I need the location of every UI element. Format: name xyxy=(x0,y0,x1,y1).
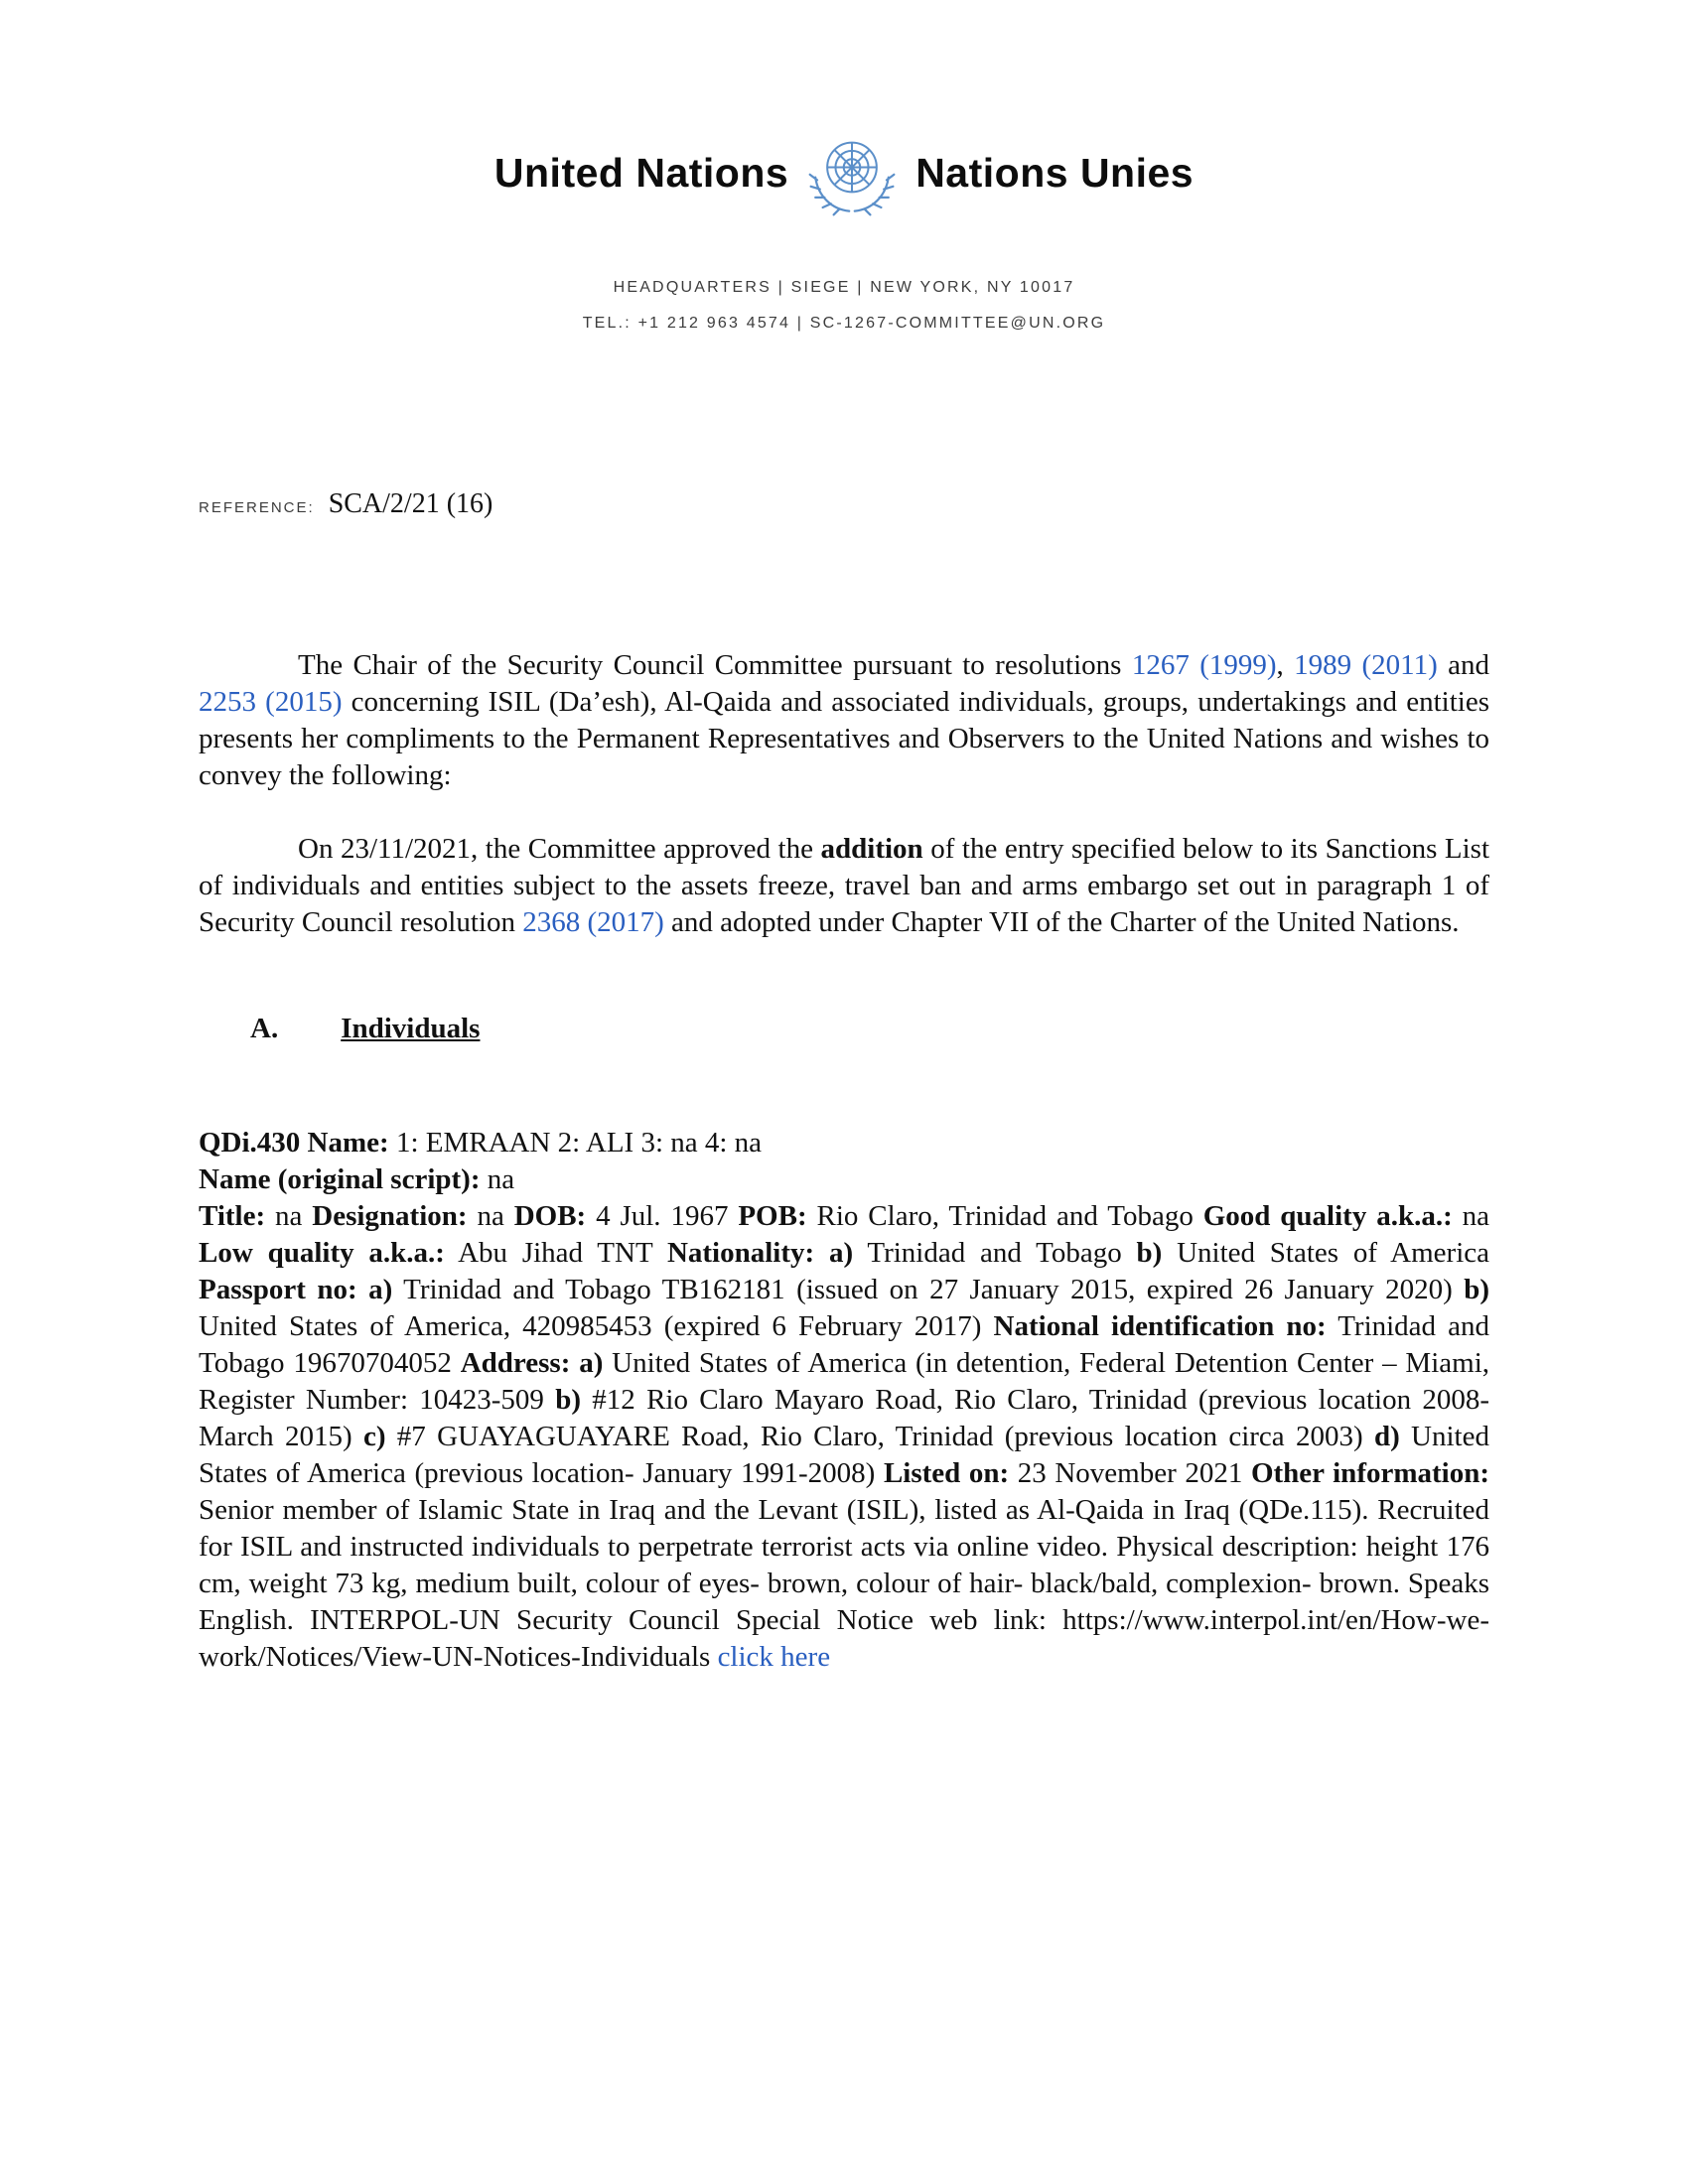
text-segment: #7 GUAYAGUAYARE Road, Rio Claro, Trinidad (previous location circa 2003) xyxy=(385,1421,1374,1452)
text-segment: b) xyxy=(1136,1237,1163,1269)
hyperlink[interactable]: 2253 (2015) xyxy=(199,686,343,718)
un-emblem-icon xyxy=(806,127,898,218)
reference-label: REFERENCE: xyxy=(199,499,315,516)
address-line-1: HEADQUARTERS | SIEGE | NEW YORK, NY 10017 xyxy=(613,279,1075,296)
text-segment: United States of America (in detention, Federal Detention Center – Miami, Register Number: 10423-509 xyxy=(199,1347,1490,1416)
hyperlink[interactable]: click here xyxy=(717,1641,831,1673)
text-segment: concerning ISIL (Da’esh), Al-Qaida and associated individuals, groups, undertakings and entities presents her compliments to the Permanent Representatives and Observers to the United Nations and wishes to convey the following: xyxy=(199,686,1489,791)
text-segment: POB: xyxy=(738,1200,807,1232)
text-segment: na xyxy=(467,1200,514,1232)
text-segment: a) xyxy=(828,1237,854,1269)
address-line-2: TEL.: +1 212 963 4574 | SC-1267-COMMITTEE@UN.ORG xyxy=(582,315,1106,332)
text-segment: Abu Jihad TNT xyxy=(444,1237,667,1269)
reference-line xyxy=(199,488,1688,520)
text-segment: , xyxy=(1276,649,1295,681)
text-segment: Passport no: xyxy=(199,1274,357,1305)
text-segment: Other information: xyxy=(1250,1457,1489,1489)
text-segment: 4 Jul. 1967 xyxy=(586,1200,739,1232)
letterhead xyxy=(0,0,1688,341)
text-segment: QDi.430 Name: xyxy=(199,1127,389,1159)
text-segment: na xyxy=(265,1200,313,1232)
text-segment: Trinidad and Tobago TB162181 (issued on 27 January 2015, expired 26 January 2020) xyxy=(392,1274,1465,1305)
letterhead-title-row xyxy=(0,127,1688,218)
text-segment: a) xyxy=(368,1274,393,1305)
sanctions-entry-qdi430 xyxy=(199,1125,1489,1676)
un-title-english: United Nations xyxy=(493,149,789,196)
paragraph-approval xyxy=(199,831,1489,941)
text-segment: United States of America (previous location- January 1991-2008) xyxy=(199,1421,1489,1489)
text-segment: Low quality a.k.a.: xyxy=(199,1237,445,1269)
text-segment: Title: xyxy=(199,1200,266,1232)
text-segment: National identification no: xyxy=(993,1310,1327,1342)
hyperlink[interactable]: 2368 (2017) xyxy=(522,906,664,938)
text-segment: Trinidad and Tobago 19670704052 xyxy=(199,1310,1490,1379)
paragraph-intro xyxy=(199,647,1489,794)
text-segment: of the entry specified below to its Sanctions List of individuals and entities subject to the assets freeze, travel ban and arms embargo set out in paragraph 1 of Security Council resolution xyxy=(199,833,1489,938)
hyperlink[interactable]: 1267 (1999) xyxy=(1131,649,1277,681)
text-segment: c) xyxy=(362,1421,386,1452)
section-heading-individuals xyxy=(250,1013,1688,1045)
section-title: Individuals xyxy=(341,1013,481,1044)
text-segment xyxy=(814,1237,829,1269)
text-segment: United States of America, 420985453 (expired 6 February 2017) xyxy=(199,1310,994,1342)
text-segment xyxy=(570,1347,579,1379)
text-segment: d) xyxy=(1373,1421,1400,1452)
text-segment: Listed on: xyxy=(883,1457,1010,1489)
text-segment: 1: EMRAAN 2: ALI 3: na 4: na xyxy=(388,1127,763,1159)
text-segment: Nationality: xyxy=(666,1237,815,1269)
text-segment: Name (original script): xyxy=(199,1163,481,1195)
text-segment: Rio Claro, Trinidad and Tobago xyxy=(806,1200,1203,1232)
section-letter: A. xyxy=(250,1013,279,1044)
un-title-french: Nations Unies xyxy=(915,149,1195,196)
text-segment: and adopted under Chapter VII of the Charter of the United Nations. xyxy=(663,906,1460,938)
text-segment: Senior member of Islamic State in Iraq and the Levant (ISIL), listed as Al-Qaida in Iraq (QDe.115). Recruited for ISIL and instructed individuals to perpetrate terrorist acts via online video. Physical description: height 176 cm, weight 73 kg, medium built, colour of eyes- brown, colour of hair- black/bald, complexion- brown. Speaks English. INTERPOL-UN Security Council Special Notice web link: https://www.interpol.int/en/How-we-work/Notices/View-UN-Notices-Individuals xyxy=(199,1494,1489,1673)
text-segment xyxy=(357,1274,368,1305)
text-segment: Address: xyxy=(460,1347,571,1379)
text-segment: b) xyxy=(555,1384,582,1416)
reference-value: SCA/2/21 (16) xyxy=(328,488,493,519)
text-segment: DOB: xyxy=(513,1200,587,1232)
text-segment: #12 Rio Claro Mayaro Road, Rio Claro, Trinidad (previous location 2008-March 2015) xyxy=(199,1384,1489,1452)
text-segment: Good quality a.k.a.: xyxy=(1202,1200,1453,1232)
text-segment: 23 November 2021 xyxy=(1009,1457,1251,1489)
text-segment: and xyxy=(1437,649,1489,681)
text-segment: b) xyxy=(1464,1274,1490,1305)
letterhead-address xyxy=(0,270,1688,341)
text-segment: na xyxy=(480,1163,515,1195)
text-segment: The Chair of the Security Council Committee pursuant to resolutions xyxy=(298,649,1132,681)
text-segment: a) xyxy=(579,1347,604,1379)
hyperlink[interactable]: 1989 (2011) xyxy=(1294,649,1438,681)
text-segment: na xyxy=(1452,1200,1490,1232)
text-segment: United States of America xyxy=(1162,1237,1489,1269)
text-segment: On 23/11/2021, the Committee approved the xyxy=(298,833,821,865)
text-segment: addition xyxy=(820,833,923,865)
text-segment: Trinidad and Tobago xyxy=(853,1237,1137,1269)
text-segment: Designation: xyxy=(312,1200,468,1232)
